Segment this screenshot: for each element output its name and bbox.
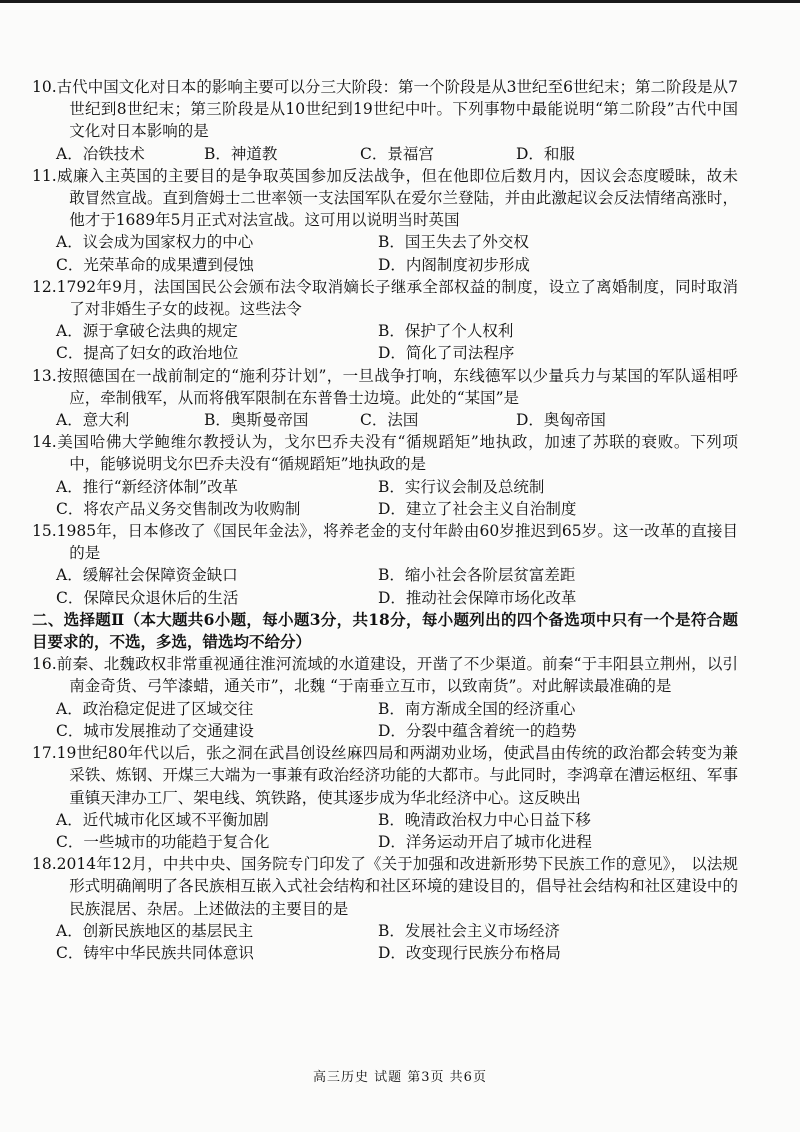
- question-stem: 18.2014年12月，中共中央、国务院专门印发了《关于加强和改进新形势下民族工作的意见》， 以法规形式明确阐明了各民族相互嵌入式社会结构和社区环境的建设目的，倡导社会结构和社区建设中的民族混居、杂居。上述做法的主要目的是: [32, 855, 738, 918]
- question-10: [32, 76, 738, 165]
- option-d[interactable]: D．建立了社会主义自治制度: [378, 499, 577, 518]
- options-grid: [32, 698, 738, 742]
- question-stem: 15.1985年，日本修改了《国民年金法》，将养老金的支付年龄由60岁推迟到65岁。这一改革的直接目的是: [32, 522, 738, 563]
- option-c[interactable]: C．光荣革命的成果遭到侵蚀: [56, 255, 254, 274]
- question-17: [32, 742, 738, 853]
- page-footer: 高三历史 试题 第3页 共6页: [313, 1070, 487, 1085]
- question-stem: 14.美国哈佛大学鲍维尔教授认为，戈尔巴乔夫没有“循规蹈矩”地执政，加速了苏联的衰败。下列项中，能够说明戈尔巴乔夫没有“循规蹈矩”地执政的是: [32, 433, 738, 474]
- options-row: [32, 409, 738, 431]
- option-c[interactable]: C．景福宫: [360, 144, 434, 163]
- question-15: [32, 520, 738, 609]
- question-11: [32, 165, 738, 276]
- question-stem: 10.古代中国文化对日本的影响主要可以分三大阶段：第一个阶段是从3世纪至6世纪末；第二阶段是从7世纪到8世纪末；第三阶段是从10世纪到19世纪中叶。下列事物中最能说明“第二阶段”古代中国文化对日本影响的是: [32, 78, 738, 141]
- options-row: [32, 143, 738, 165]
- question-18: [32, 853, 738, 964]
- question-stem: 16.前秦、北魏政权非常重视通往淮河流域的水道建设，开凿了不少渠道。前秦“于丰阳县立荆州，以引南金奇货、弓竿漆蜡，通关市”，北魏 “于南垂立互市，以致南货”。对此解读最准确的是: [32, 655, 738, 696]
- option-b[interactable]: B．保护了个人权利: [378, 322, 514, 341]
- option-a[interactable]: A．政治稳定促进了区域交往: [56, 699, 254, 718]
- option-a[interactable]: A．意大利: [56, 411, 130, 430]
- option-c[interactable]: C．铸牢中华民族共同体意识: [56, 943, 254, 962]
- option-d[interactable]: D．洋务运动开启了城市化进程: [378, 832, 592, 851]
- option-c[interactable]: C．法国: [360, 411, 419, 430]
- option-d[interactable]: D．奥匈帝国: [516, 411, 606, 430]
- question-stem: 11.威廉入主英国的主要目的是争取英国参加反法战争，但在他即位后数月内，因议会态度暧昧，故未敢冒然宣战。直到詹姆士二世率领一支法国军队在爱尔兰登陆，并由此激起议会反法情绪高涨时，他才于1689年5月正式对法宣战。这可用以说明当时英国: [32, 166, 738, 230]
- option-d[interactable]: D．和服: [516, 144, 575, 163]
- option-d[interactable]: D．内阁制度初步形成: [378, 255, 530, 274]
- option-d[interactable]: D．推动社会保障市场化改革: [378, 588, 577, 607]
- question-16: [32, 653, 738, 742]
- option-d[interactable]: D．简化了司法程序: [378, 344, 515, 363]
- question-stem: 12.1792年9月，法国国民公会颁布法令取消嫡长子继承全部权益的制度，设立了离婚制度，同时取消了对非婚生子女的歧视。这些法令: [32, 277, 738, 319]
- option-c[interactable]: C．一些城市的功能趋于复合化: [56, 832, 270, 851]
- option-c[interactable]: C．城市发展推动了交通建设: [56, 721, 254, 740]
- question-stem: 13.按照德国在一战前制定的“施利芬计划”，一旦战争打响，东线德军以少量兵力与某国的军队遥相呼应，牵制俄军，从而将俄军限制在东普鲁士边境。此处的“某国”是: [32, 366, 738, 407]
- option-b[interactable]: B．晚清政治权力中心日益下移: [378, 810, 591, 829]
- options-grid: [32, 809, 738, 853]
- question-12: [32, 276, 738, 365]
- question-stem: 17.19世纪80年代以后，张之洞在武昌创设丝麻四局和两湖劝业场，使武昌由传统的政治都会转变为兼采铁、炼钢、开煤三大端为一事兼有政治经济功能的大都市。与此同时，李鸿章在漕运枢纽、军事重镇天津办工厂、架电线、筑铁路，使其逐步成为华北经济中心。这反映出: [32, 744, 738, 807]
- option-a[interactable]: A．议会成为国家权力的中心: [56, 233, 254, 252]
- options-grid: [32, 231, 738, 275]
- option-c[interactable]: C．保障民众退休后的生活: [56, 588, 239, 607]
- option-b[interactable]: B．国王失去了外交权: [378, 233, 529, 252]
- option-a[interactable]: A．创新民族地区的基层民主: [56, 921, 254, 940]
- top-border: [0, 0, 800, 3]
- option-b[interactable]: B．奥斯曼帝国: [204, 411, 309, 430]
- option-a[interactable]: A．源于拿破仑法典的规定: [56, 322, 238, 341]
- option-b[interactable]: B．南方渐成全国的经济重心: [378, 699, 576, 718]
- option-b[interactable]: B．实行议会制及总统制: [378, 477, 545, 496]
- options-grid: [32, 920, 738, 964]
- question-13: [32, 365, 738, 432]
- question-14: [32, 431, 738, 520]
- option-c[interactable]: C．将农产品义务交售制改为收购制: [56, 499, 301, 518]
- exam-page: [32, 76, 738, 964]
- options-grid: [32, 564, 738, 608]
- section-heading: 二、选择题Ⅱ（本大题共6小题，每小题3分，共18分，每小题列出的四个备选项中只有一个是符合题目要求的，不选，多选，错选均不给分）: [32, 609, 738, 652]
- option-a[interactable]: A．推行“新经济体制”改革: [56, 477, 239, 496]
- option-d[interactable]: D．分裂中蕴含着统一的趋势: [378, 721, 577, 740]
- option-d[interactable]: D．改变现行民族分布格局: [378, 943, 561, 962]
- options-grid: [32, 476, 738, 520]
- option-b[interactable]: B．神道教: [204, 144, 278, 163]
- option-c[interactable]: C．提高了妇女的政治地位: [56, 344, 239, 363]
- option-b[interactable]: B．缩小社会各阶层贫富差距: [378, 566, 576, 585]
- option-a[interactable]: A．近代城市化区域不平衡加剧: [56, 810, 269, 829]
- option-a[interactable]: A．冶铁技术: [56, 144, 145, 163]
- option-a[interactable]: A．缓解社会保障资金缺口: [56, 566, 238, 585]
- option-b[interactable]: B．发展社会主义市场经济: [378, 921, 560, 940]
- options-grid: [32, 320, 738, 364]
